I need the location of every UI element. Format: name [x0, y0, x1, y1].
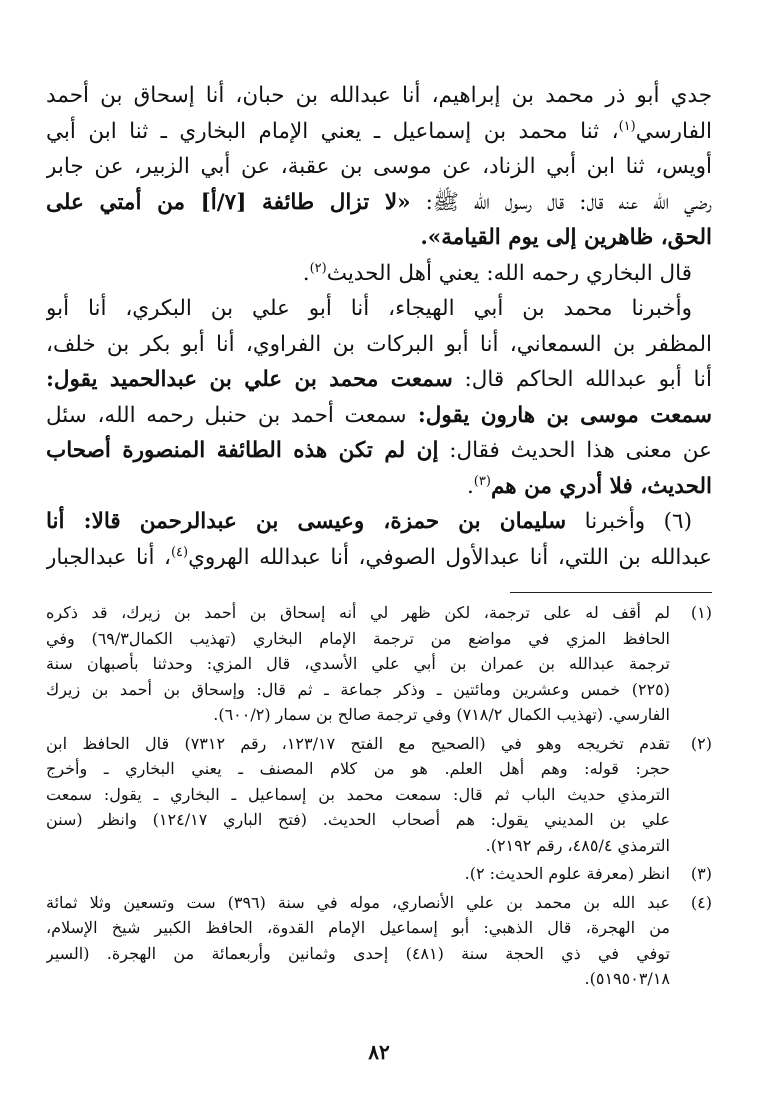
- body-line-12: [46, 469, 712, 505]
- footnote-line: انظر (معرفة علوم الحديث: ٢).: [464, 864, 670, 883]
- footnote-number: (٣): [690, 864, 712, 883]
- footnote-line: توفي في ذي الحجة سنة (٤٨١) إحدى وثمانين وأربعمائة من الهجرة. (السير: [46, 943, 670, 963]
- text: .: [302, 260, 310, 286]
- text: عن معنى هذا الحديث فقال:: [438, 438, 712, 463]
- footnote-2: [46, 731, 712, 859]
- footnote-line: تقدم تخريجه وهو في (الصحيح مع الفتح ١٢٣/١٧، رقم ٧٣١٢) قال الحافظ ابن: [46, 733, 670, 753]
- footnote-number: (٢): [690, 733, 712, 753]
- text: أويس، ثنا ابن أبي الزناد، عن موسى بن عقبة، عن أبي الزبير، عن جابر: [46, 154, 712, 179]
- text: الفارسي: [635, 118, 712, 144]
- bold-text: إن لم تكن هذه الطائفة المنصورة أصحاب: [46, 438, 439, 463]
- body-line-7: [46, 291, 712, 327]
- footnote-line: الفارسي. (تهذيب الكمال ٧١٨/٢) وفي ترجمة صالح بن سمار (٦٠٠/٢).: [213, 705, 670, 724]
- body-line-2: [46, 114, 712, 150]
- body-line-9: [46, 362, 712, 398]
- footnote-line: ترجمة عبدالله بن عمران بن أبي علي الأسدي، قال المزي: وحدثنا بأصبهان سنة: [46, 654, 670, 673]
- footnote-number: (١): [690, 603, 712, 622]
- text: رضي الله عنه قال: قال رسول الله ﷺ:: [410, 189, 712, 215]
- footnote-line: (٢٢٥) خمس وعشرين ومائتين ـ وذكر جماعة ـ ثم قال: وإسحاق بن أحمد بن زيرك: [46, 679, 670, 699]
- body-line-4: [46, 185, 712, 221]
- footnote-3: [46, 861, 712, 887]
- footnote-line: الترمذي ٤٨٥/٤، رقم ٢١٩٢).: [485, 835, 670, 855]
- footnote-ref-1[interactable]: (١): [618, 118, 636, 134]
- bold-text: الحديث، فلا أدري من هم: [490, 473, 712, 499]
- text: سمعت أحمد بن حنبل رحمه الله، سئل: [46, 402, 407, 428]
- footnotes: [46, 600, 712, 995]
- footnote-4: [46, 890, 712, 992]
- footnote-1: [46, 600, 712, 728]
- text: (٦) وأخبرنا: [566, 509, 692, 534]
- footnote-line: الحافظ المزي في مواضع من ترجمة الإمام البخاري (تهذيب الكمال٦٩/٣) وفي: [46, 628, 670, 648]
- body-line-6: [46, 256, 712, 292]
- text: وأخبرنا محمد بن أبي الهيجاء، أنا أبو علي بن البكري، أنا أبو: [46, 296, 692, 321]
- bold-text: سمعت موسى بن هارون يقول:: [406, 402, 712, 428]
- text: جدي أبو ذر محمد بن إبراهيم، أنا عبدالله بن حبان، أنا إسحاق بن أحمد: [46, 83, 712, 108]
- hadith-text: «لا تزال طائفة [٧/أ] من أمتي على: [46, 189, 411, 215]
- text: .: [466, 473, 474, 499]
- footnote-ref-4[interactable]: (٤): [170, 544, 189, 560]
- footnote-number: (٤): [690, 892, 712, 912]
- footnote-ref-2[interactable]: (٢): [309, 260, 327, 276]
- page-number: ٨٢: [368, 1040, 390, 1064]
- footnote-ref-3[interactable]: (٣): [473, 473, 491, 489]
- text: أنا أبو عبدالله الحاكم قال:: [452, 367, 712, 392]
- body-line-10: [46, 398, 712, 434]
- footnote-line: عبد الله بن محمد بن علي الأنصاري، موله في سنة (٣٩٦) ست وتسعين وثلا ثمائة: [46, 892, 670, 912]
- text: عبدالله بن اللتي، أنا عبدالأول الصوفي، أنا عبدالله الهروي: [188, 544, 712, 570]
- bold-text: سليمان بن حمزة، وعيسى بن عبدالرحمن قالا: أنا: [46, 509, 567, 534]
- bold-text: سمعت محمد بن علي بن عبدالحميد يقول:: [46, 367, 453, 392]
- footnote-line: الترمذي حديث الباب ثم قال: سمعت محمد بن إسماعيل ـ البخاري ـ يقول: سمعت: [46, 784, 670, 804]
- text: قال البخاري رحمه الله: يعني أهل الحديث: [326, 260, 692, 286]
- body-line-8: [46, 327, 712, 363]
- body-line-1: [46, 78, 712, 114]
- body-line-3: [46, 149, 712, 185]
- text: المظفر بن السمعاني، أنا أبو البركات بن الفراوي، أنا أبو بكر بن خلف،: [46, 331, 712, 357]
- body-line-14: [46, 540, 712, 576]
- body-line-5: [46, 220, 712, 256]
- footnote-line: حجر: قوله: وهم أهل العلم. هو من كلام المصنف ـ يعني البخاري ـ وأخرج: [46, 759, 670, 778]
- text: ، ثنا محمد بن إسماعيل ـ يعني الإمام البخاري ـ ثنا ابن أبي: [46, 118, 619, 144]
- footnote-divider: [510, 592, 712, 593]
- footnote-line: علي بن المديني يقول: هم أصحاب الحديث. (فتح الباري ١٢٤/١٧) وانظر (سنن: [46, 810, 670, 829]
- hadith-text: الحق، ظاهرين إلى يوم القيامة».: [420, 225, 712, 250]
- footnote-line: من الهجرة، قال الذهبي: أبو إسماعيل الإمام القدوة، الحافظ الكبير شيخ الإسلام،: [46, 918, 670, 937]
- text: ، أنا عبدالجبار: [46, 544, 171, 570]
- body-line-11: [46, 433, 712, 469]
- body-line-13: [46, 504, 712, 540]
- footnote-line: ٥١٩٥٠٣/١٨).: [584, 969, 670, 988]
- footnote-line: لم أقف له على ترجمة، لكن ظهر لي أنه إسحاق بن أحمد بن زيرك، قد ذكره: [46, 603, 670, 622]
